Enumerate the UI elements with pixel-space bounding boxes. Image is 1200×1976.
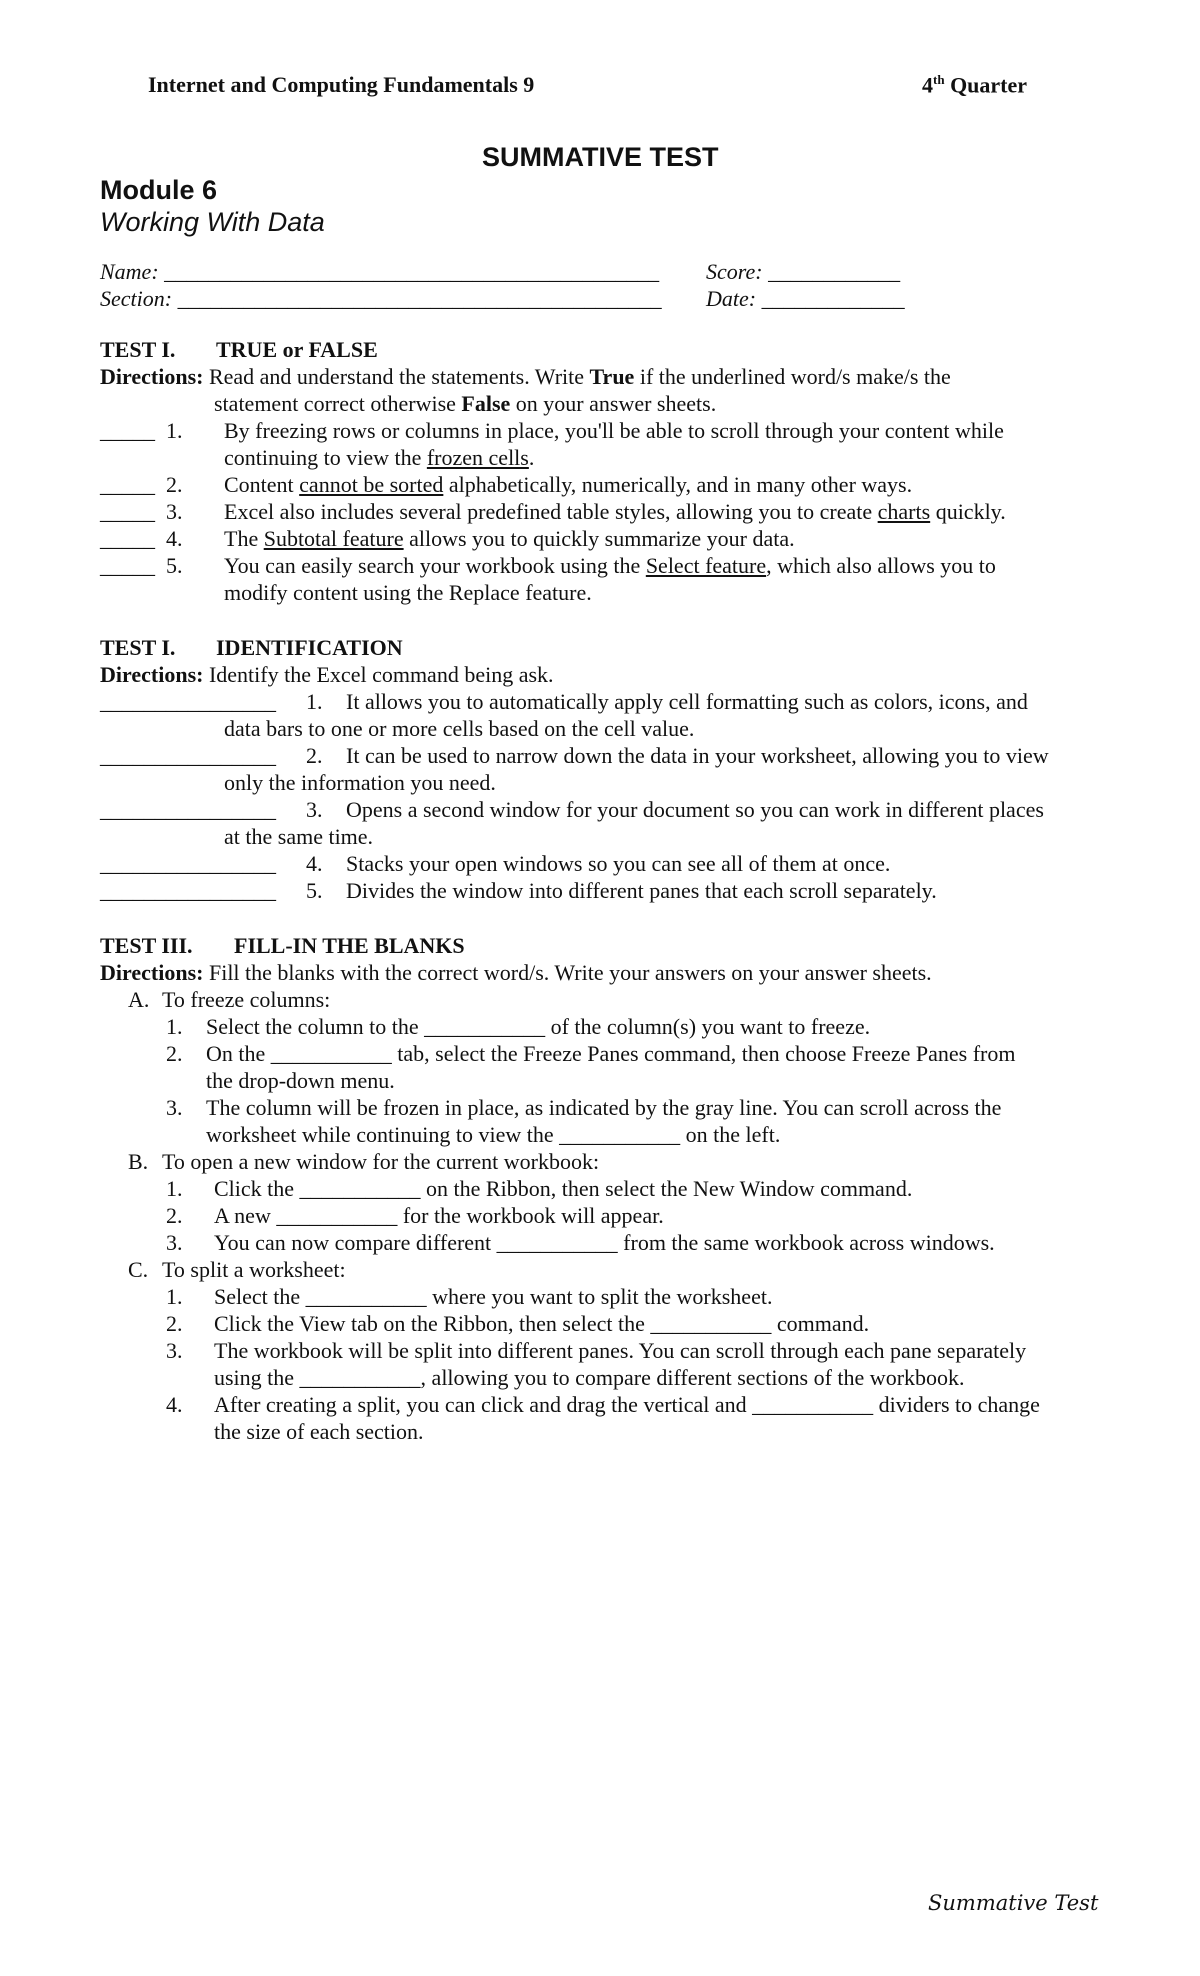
underlined-term: charts — [877, 499, 931, 524]
item-number: 1. — [166, 418, 183, 443]
item-number: 2. — [166, 472, 183, 497]
score-field[interactable]: Score: ____________ — [706, 259, 901, 284]
answer-blank[interactable]: _____ — [100, 553, 155, 578]
section-title: To freeze columns: — [162, 987, 331, 1012]
item-number: 2. — [166, 1041, 183, 1066]
underlined-term: frozen cells — [426, 445, 529, 470]
item-number: 5. — [166, 553, 183, 578]
test2-label: TEST I. — [100, 635, 176, 660]
test1-directions-cont — [214, 390, 716, 417]
item-text-part: continuing to view the — [224, 445, 427, 470]
answer-blank[interactable]: _____ — [100, 418, 155, 443]
item-number: 3. — [166, 1338, 183, 1363]
section-letter: A. — [128, 987, 150, 1012]
item-text-part: alphabetically, numerically, and in many other ways. — [443, 472, 913, 497]
item-number: 2. — [166, 1311, 183, 1336]
quarter-number: 4 — [922, 72, 933, 98]
item-number: 4. — [166, 1392, 183, 1417]
item-number: 4. — [166, 526, 183, 551]
item-number: 3. — [166, 1095, 183, 1120]
item-text — [224, 471, 912, 498]
answer-blank[interactable]: ________________ — [100, 878, 276, 903]
item-number: 1. — [306, 689, 323, 714]
item-text-part: allows you to quickly summarize your data. — [403, 526, 795, 551]
section-field[interactable]: Section: ____________________________________________ — [100, 286, 662, 311]
item-text-part: , which also allows you to — [766, 553, 996, 578]
directions-text: Read and understand the statements. Write — [203, 364, 590, 389]
name-field[interactable]: Name: _____________________________________________ — [100, 259, 660, 284]
item-text — [224, 444, 534, 471]
item-text: only the information you need. — [224, 770, 496, 795]
item-text: data bars to one or more cells based on the cell value. — [224, 716, 695, 741]
answer-blank[interactable]: _____ — [100, 499, 155, 524]
item-number: 3. — [166, 1230, 183, 1255]
item-number: 1. — [166, 1176, 183, 1201]
answer-blank[interactable]: ________________ — [100, 851, 276, 876]
item-text: Click the View tab on the Ribbon, then select the ___________ command. — [214, 1311, 870, 1336]
date-field[interactable]: Date: _____________ — [706, 286, 905, 311]
item-text: Stacks your open windows so you can see all of them at once. — [346, 851, 891, 876]
item-text: It allows you to automatically apply cell formatting such as colors, icons, and — [346, 689, 1028, 714]
module-number: Module 6 — [100, 175, 218, 205]
section-title: To split a worksheet: — [162, 1257, 346, 1282]
item-text-part: Content — [224, 472, 300, 497]
test1-heading: TRUE or FALSE — [216, 337, 378, 362]
test1-label: TEST I. — [100, 337, 176, 362]
item-number: 2. — [306, 743, 323, 768]
directions-false: False — [461, 391, 511, 416]
directions-label: Directions: — [100, 364, 204, 389]
answer-blank[interactable]: ________________ — [100, 743, 276, 768]
test1-directions — [100, 363, 951, 390]
section-letter: B. — [128, 1149, 149, 1174]
item-number: 5. — [306, 878, 323, 903]
directions-label: Directions: — [100, 662, 204, 687]
item-text — [224, 552, 996, 579]
item-text: It can be used to narrow down the data in your worksheet, allowing you to view — [346, 743, 1049, 768]
quarter-suffix: th — [933, 72, 945, 87]
item-number: 1. — [166, 1284, 183, 1309]
item-text: the size of each section. — [214, 1419, 424, 1444]
test2-heading: IDENTIFICATION — [216, 635, 403, 660]
item-text: By freezing rows or columns in place, you'll be able to scroll through your content while — [224, 418, 1004, 443]
answer-blank[interactable]: ________________ — [100, 797, 276, 822]
item-text: Select the column to the ___________ of the column(s) you want to freeze. — [206, 1014, 871, 1039]
item-number: 3. — [306, 797, 323, 822]
item-text: modify content using the Replace feature. — [224, 580, 592, 605]
item-number: 4. — [306, 851, 323, 876]
item-number: 2. — [166, 1203, 183, 1228]
underlined-term: Subtotal feature — [263, 526, 404, 551]
item-text: The workbook will be split into different panes. You can scroll through each pane separately — [214, 1338, 1027, 1363]
page-title: SUMMATIVE TEST — [482, 142, 719, 172]
item-text-part: . — [528, 445, 535, 470]
item-text: at the same time. — [224, 824, 374, 849]
quarter-word: Quarter — [944, 72, 1028, 98]
section-title: To open a new window for the current workbook: — [162, 1149, 600, 1174]
test3-directions — [100, 959, 932, 986]
answer-blank[interactable]: ________________ — [100, 689, 276, 714]
item-text-part: quickly. — [930, 499, 1006, 524]
directions-label: Directions: — [100, 960, 204, 985]
item-text: A new ___________ for the workbook will appear. — [214, 1203, 664, 1228]
answer-blank[interactable]: _____ — [100, 526, 155, 551]
underlined-term: Select feature — [645, 553, 767, 578]
item-text: You can now compare different ___________ from the same workbook across windows. — [214, 1230, 995, 1255]
item-text: Click the ___________ on the Ribbon, then select the New Window command. — [214, 1176, 913, 1201]
item-text: On the ___________ tab, select the Freeze Panes command, then choose Freeze Panes from — [206, 1041, 1016, 1066]
item-number: 1. — [166, 1014, 183, 1039]
directions-text: statement correct otherwise — [214, 391, 462, 416]
directions-text: Identify the Excel command being ask. — [203, 662, 554, 687]
quarter-label — [922, 72, 1027, 98]
item-text: Opens a second window for your document so you can work in different places — [346, 797, 1044, 822]
item-text-part: You can easily search your workbook using the — [224, 553, 646, 578]
item-text: Divides the window into different panes that each scroll separately. — [346, 878, 937, 903]
directions-text: on your answer sheets. — [510, 391, 717, 416]
item-text: Select the ___________ where you want to split the worksheet. — [214, 1284, 773, 1309]
item-text: After creating a split, you can click and drag the vertical and ___________ dividers to change — [214, 1392, 1040, 1417]
item-text: The column will be frozen in place, as indicated by the gray line. You can scroll across the — [206, 1095, 1002, 1120]
test3-label: TEST III. — [100, 933, 193, 958]
item-text: the drop-down menu. — [206, 1068, 395, 1093]
item-number: 3. — [166, 499, 183, 524]
test2-directions — [100, 661, 554, 688]
section-letter: C. — [128, 1257, 149, 1282]
item-text-part: Excel also includes several predefined table styles, allowing you to create — [224, 499, 878, 524]
directions-true: True — [589, 364, 635, 389]
directions-text: if the underlined word/s make/s the — [634, 364, 951, 389]
item-text: worksheet while continuing to view the ___________ on the left. — [206, 1122, 781, 1147]
item-text: using the ___________, allowing you to compare different sections of the workbook. — [214, 1365, 965, 1390]
directions-text: Fill the blanks with the correct word/s. Write your answers on your answer sheets. — [203, 960, 932, 985]
answer-blank[interactable]: _____ — [100, 472, 155, 497]
item-text — [224, 525, 795, 552]
item-text-part: The — [224, 526, 264, 551]
underlined-term: cannot be sorted — [299, 472, 444, 497]
item-text — [224, 498, 1006, 525]
module-subtitle: Working With Data — [100, 207, 325, 237]
footer-label: Summative Test — [928, 1891, 1099, 1915]
test3-heading: FILL-IN THE BLANKS — [234, 933, 465, 958]
course-title: Internet and Computing Fundamentals 9 — [148, 72, 535, 97]
